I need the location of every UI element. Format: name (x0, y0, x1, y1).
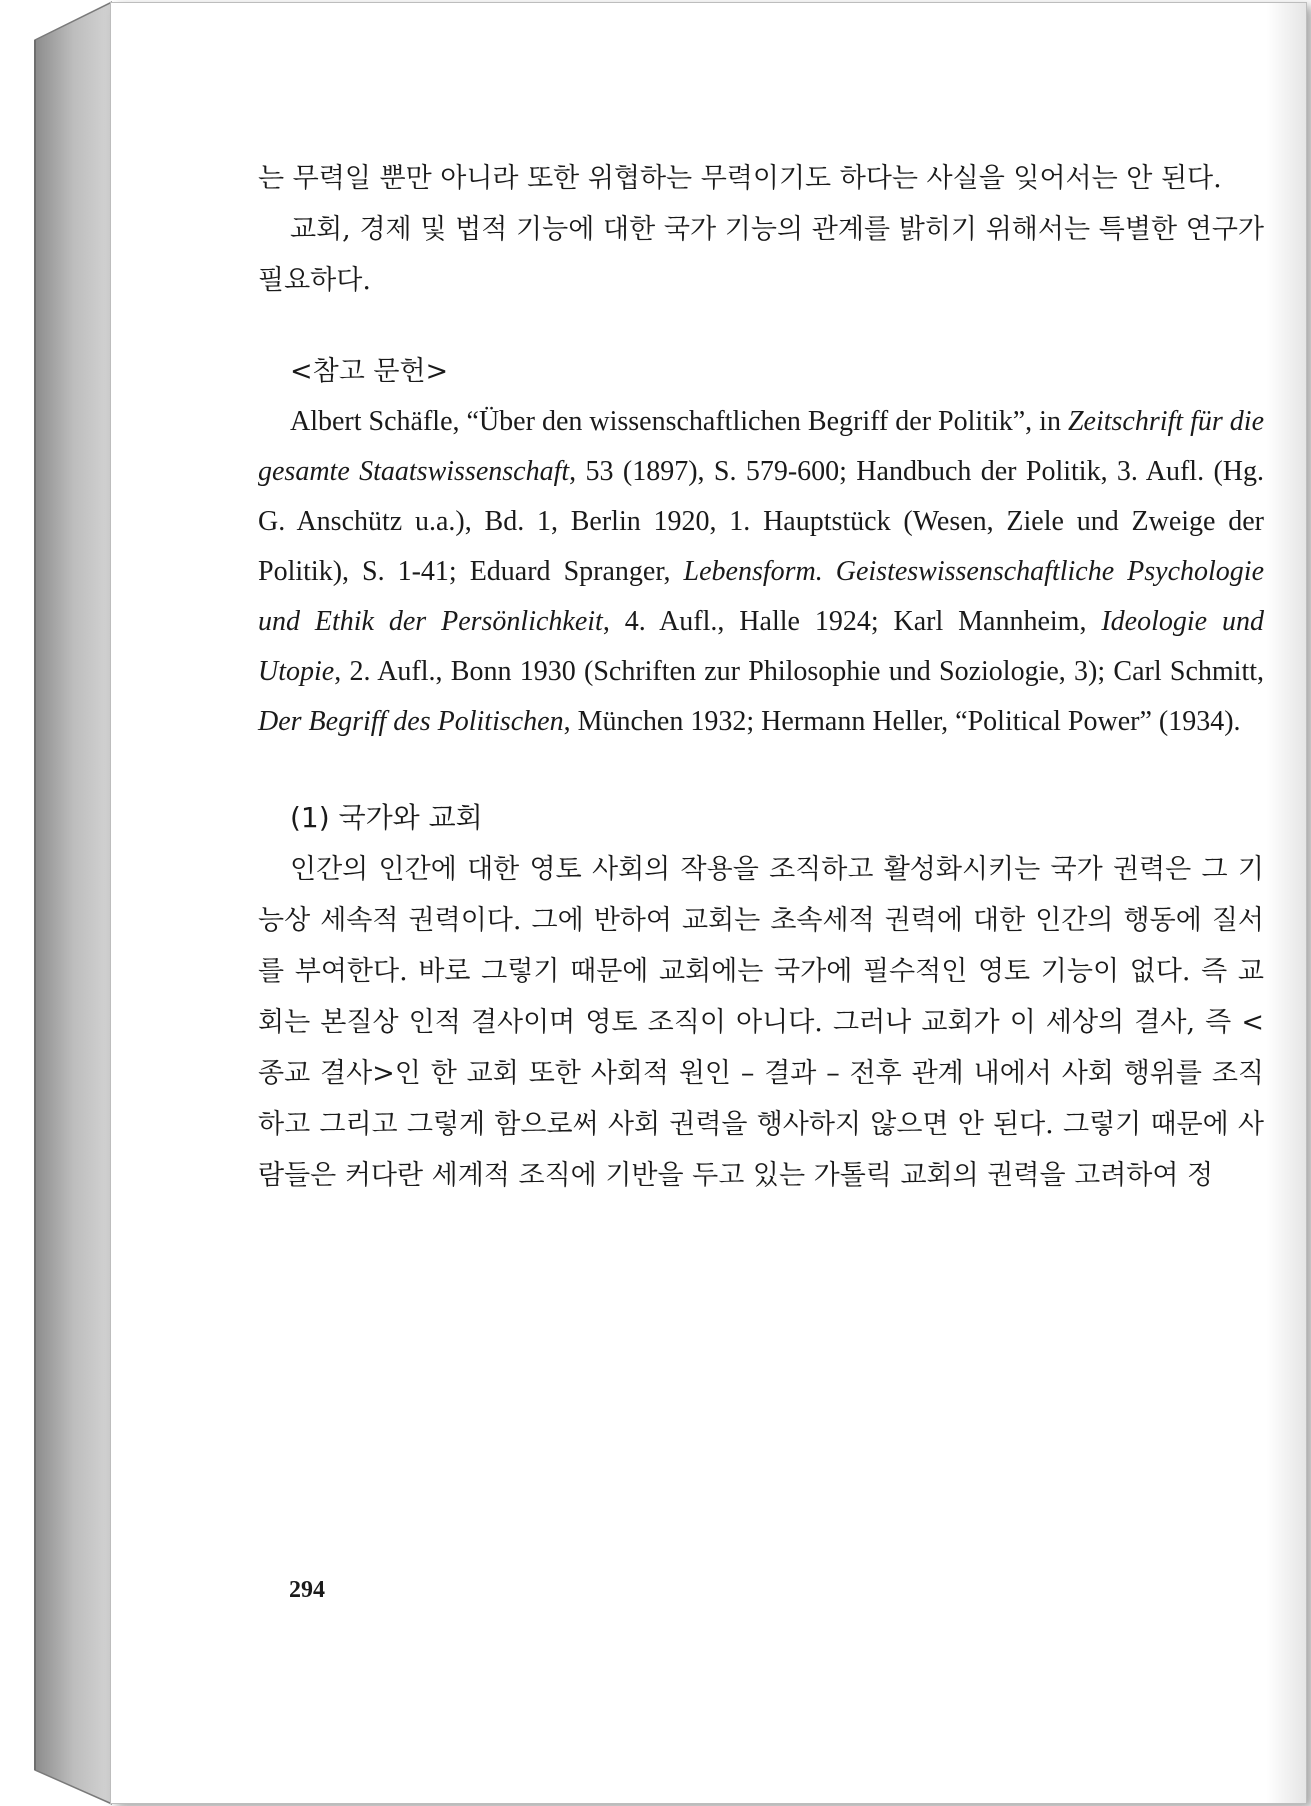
paragraph-state-church: 인간의 인간에 대한 영토 사회의 작용을 조직하고 활성화시키는 국가 권력은 그 기능상 세속적 권력이다. 그에 반하여 교회는 초속세적 권력에 대한 인간의 행동에 질서를 부여한다. 바로 그렇기 때문에 교회에는 국가에 필수적인 영토 기능이 없다. 즉 교회는 본질상 인적 결사이며 영토 조직이 아니다. 그러나 교회가 이 세상의 결사, 즉 <종교 결사>인 한 교회 또한 사회적 원인 – 결과 – 전후 관계 내에서 사회 행위를 조직하고 그리고 그렇게 함으로써 사회 권력을 행사하지 않으면 안 된다. 그렇기 때문에 사람들은 커다란 세계적 조직에 기반을 두고 있는 가톨릭 교회의 권력을 고려하여 정 (258, 854, 1264, 1191)
ref-text: , 4. Aufl., Halle 1924; Karl Mannheim, (602, 606, 1102, 637)
book-spine-edge (0, 0, 112, 1806)
ref-text: , 53 (1897), S. 579-600; Handbuch der Politik, 3. Aufl. (Hg. G. Anschütz u.a.), Bd. 1, Berlin 1920, 1. Hauptstück (Wesen, Ziele und Zweige der Politik), S. 1-41; Eduard Spranger, (258, 456, 1264, 587)
page-number: 294 (289, 1577, 325, 1603)
ref-italic: Der Begriff des Politischen (258, 706, 564, 737)
section-heading: (1) 국가와 교회 (290, 801, 483, 834)
references-list (258, 397, 1264, 747)
paragraph-study: 교회, 경제 및 법적 기능에 대한 국가 기능의 관계를 밝히기 위해서는 특별한 연구가 필요하다. (258, 214, 1264, 296)
page-body (258, 153, 1264, 1201)
book-page (110, 2, 1307, 1804)
ref-text: Albert Schäfle, “Über den wissenschaftlichen Begriff der Politik”, in (290, 406, 1068, 437)
ref-italic: Zeitschrift für die gesamte Staatswissenschaft (258, 406, 1265, 487)
ref-italic: Ideologie und Utopie (258, 606, 1264, 687)
ref-text: , München 1932; Hermann Heller, “Political Power” (1934). (563, 706, 1241, 737)
ref-italic: Lebensform. Geisteswissenschaftliche Psychologie und Ethik der Persönlichkeit (258, 556, 1265, 637)
paragraph-continued: 는 무력일 뿐만 아니라 또한 위협하는 무력이기도 하다는 사실을 잊어서는 안 된다. (258, 163, 1222, 194)
references-title: <참고 문헌> (290, 356, 449, 387)
ref-text: , 2. Aufl., Bonn 1930 (Schriften zur Philosophie und Soziologie, 3); Carl Schmitt, (334, 656, 1264, 687)
page-edge-shade (1266, 3, 1306, 1803)
